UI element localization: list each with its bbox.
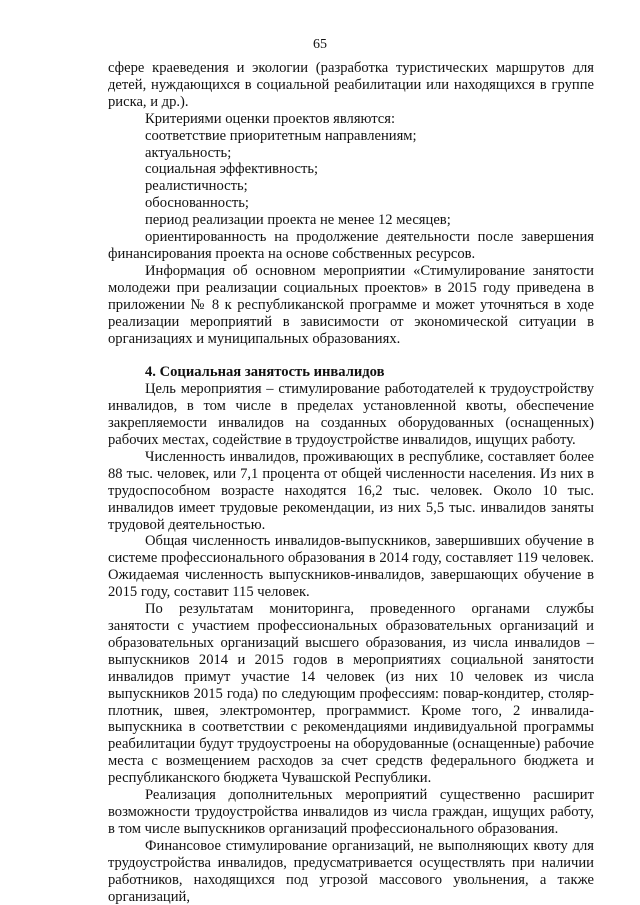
criteria-item: реалистичность; (145, 178, 248, 195)
paragraph-info: Информация об основном мероприятии «Стимулирование занятости молодежи при реализации социальных проектов» в 2015 году приведена в приложении № 8 к республиканской программе и может уточняться в ходе реализации мероприятий в зависимости от экономической ситуации в организациях и муниципальных образованиях. (108, 262, 594, 347)
paragraph-graduates: Общая численность инвалидов-выпускников, завершивших обучение в системе профессионального образования в 2014 году, составляет 119 человек. Ожидаемая численность выпускников-инвалидов, завершающих обучение в 2015 году, составит 115 человек. (108, 533, 594, 601)
section-title: 4. Социальная занятость инвалидов (145, 364, 385, 381)
paragraph-count: Численность инвалидов, проживающих в республике, составляет более 88 тыс. человек, или 7,1 процента от общей численности населения. Из них в трудоспособном возрасте находятся 16,2 тыс. человек. Около 10 тыс. инвалидов имеет трудовые рекомендации, из них 5,5 тыс. инвалидов заняты трудовой деятельностью. (108, 448, 594, 533)
page-number: 65 (313, 37, 327, 52)
paragraph-financing: Финансовое стимулирование организаций, не выполняющих квоту для трудоустройства инвалидов, предусматривается осуществлять при наличии работников, находящихся под угрозой массового увольнения, а также организаций, (108, 837, 594, 905)
criteria-item: актуальность; (145, 144, 232, 161)
paragraph-goal: Цель мероприятия – стимулирование работодателей к трудоустройству инвалидов, в том числе в пределах установленной квоты, обеспечение закрепляемости инвалидов на созданных оборудованных (оснащенных) рабочих местах, содействие в трудоустройстве инвалидов, ищущих работу. (108, 381, 594, 449)
paragraph-intro: сфере краеведения и экологии (разработка туристических маршрутов для детей, нуждающихся в социальной реабилитации или находящихся в группе риска, и др.). (108, 60, 594, 110)
criteria-item: соответствие приоритетным направлениям; (145, 127, 417, 144)
criteria-item: обоснованность; (145, 195, 249, 212)
criteria-item: ориентированность на продолжение деятельности после завершения финансирования проекта на основе собственных ресурсов. (108, 229, 594, 262)
criteria-item: период реализации проекта не менее 12 месяцев; (145, 212, 451, 229)
paragraph-realization: Реализация дополнительных мероприятий существенно расширит возможности трудоустройства инвалидов из числа граждан, ищущих работу, в том числе выпускников организаций профессионального образования. (108, 787, 594, 837)
criteria-item: социальная эффективность; (145, 161, 319, 178)
document-body (108, 60, 594, 905)
paragraph-monitoring: По результатам мониторинга, проведенного органами службы занятости с участием профессиональных образовательных организаций и образовательных организаций высшего образования, из числа инвалидов – выпускников 2014 и 2015 годов в мероприятиях социальной занятости инвалидов примут участие 14 человек (из них 10 человек из числа выпускников 2015 года) по следующим профессиям: повар-кондитер, столяр-плотник, швея, электромонтер, программист. Кроме того, 2 инвалида-выпускника в соответствии с рекомендациями индивидуальной программы реабилитации будут трудоустроены на оборудованные (оснащенные) рабочие места с возмещением расходов за счет средств федерального бюджета и республиканского бюджета Чувашской Республики. (108, 601, 594, 787)
criteria-heading: Критериями оценки проектов являются: (145, 110, 396, 127)
criteria-list (108, 128, 594, 263)
